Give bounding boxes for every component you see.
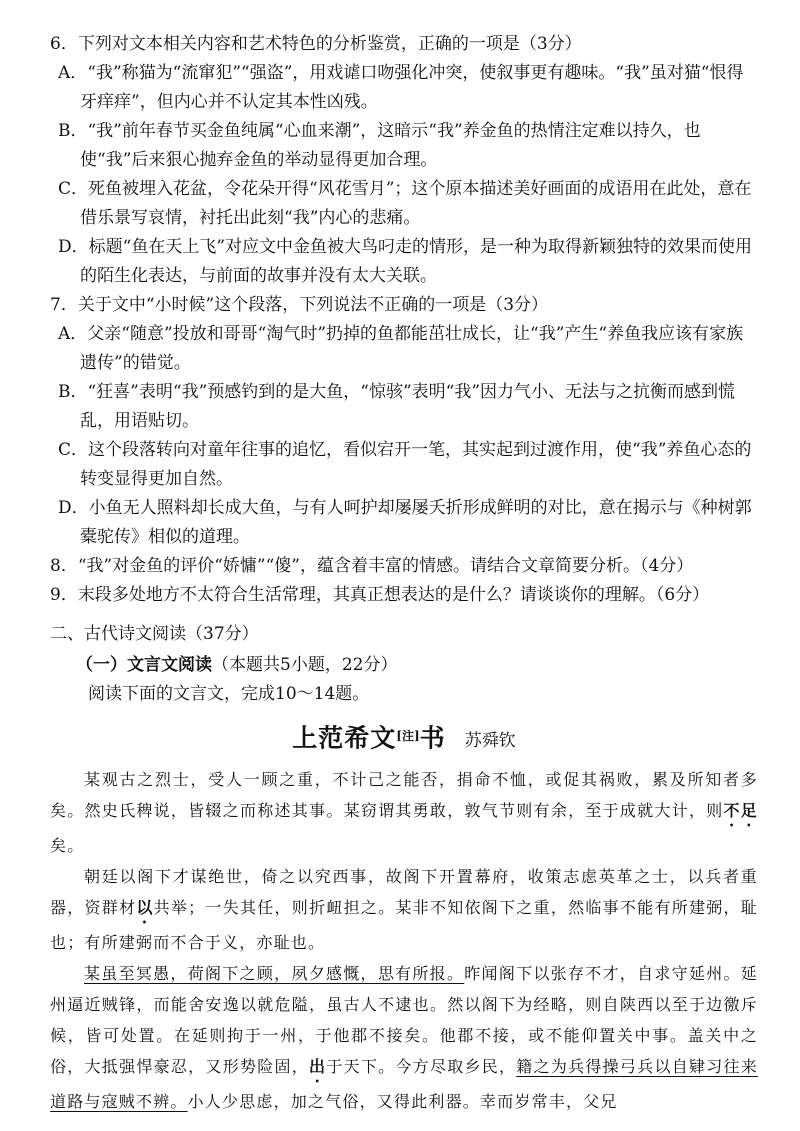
question-9: 9．末段多处地方不太符合生活常理，其真正想表达的是什么？请谈谈你的理解。（6分） — [50, 585, 710, 605]
passage-title-row — [50, 717, 758, 760]
underlined-sentence-1: 某虽至冥愚，荷阁下之顾，夙夕感慨，思有所报。 — [84, 964, 465, 984]
question-6-option-a: A．“我”称猫为“流窜犯”“强盗”，用戏谑口吻强化冲突，使叙事更有趣味。“我”虽对猫“恨得牙痒痒”，但内心并不认定其本性凶残。 — [58, 63, 744, 112]
question-7-option-a: A．父亲“随意”投放和哥哥“淘气时”扔掉的鱼都能茁壮成长，让“我”产生“养鱼我应该有家族遗传”的错觉。 — [58, 324, 744, 373]
passage-title-tail: 书 — [419, 723, 446, 753]
passage-paragraph-1 — [50, 764, 758, 861]
question-6-stem: 6．下列对文本相关内容和艺术特色的分析鉴赏，正确的一项是（3分） — [50, 34, 582, 54]
passage-title: 上范希文 — [292, 723, 397, 753]
underlined-sentence-2: 籍之为兵得操弓兵以自肄习往来道路与寇贼不辨。 — [50, 1057, 758, 1112]
question-8: 8．“我”对金鱼的评价“娇慵”“傻”，蕴含着丰富的情感。请结合文章简要分析。（4分） — [50, 556, 694, 576]
footnote-mark: [注] — [396, 729, 420, 743]
emphasized-word-buzu: 不足 — [723, 801, 758, 821]
subsection-heading — [76, 651, 758, 680]
paragraph-1-end: 矣。 — [50, 836, 85, 856]
question-6-option-d: D．标题“鱼在天上飞”对应文中金鱼被大鸟叼走的情形，是一种为取得新颖独特的效果而使用的陌生化表达，与前面的故事并没有太大关联。 — [58, 237, 753, 286]
question-7-stem: 7．关于文中“小时候”这个段落，下列说法不正确的一项是（3分） — [50, 295, 549, 315]
reading-instruction: 阅读下面的文言文，完成10～14题。 — [88, 684, 370, 704]
emphasized-word-chu: 出 — [309, 1057, 327, 1077]
question-6-option-b: B．“我”前年春节买金鱼纯属“心血来潮”，这暗示“我”养金鱼的热情注定难以持久，也使“我”后来狠心抛弃金鱼的举动显得更加合理。 — [58, 121, 701, 170]
passage-paragraph-2 — [50, 861, 758, 958]
paragraph-3-text-a: 昨闻阁下以张存不才，自求守延州。延州逼近贼锋，而能舍安逸以就危隘，虽古人不逮也。然以阁下为经略，则自陕西以至于边徼斥候，皆可处置。在延则拘于一州，于他郡不接矣。他郡不接，或不能仰置关中事。盖关中之俗，大抵强悍豪忍，又形势险固， — [50, 964, 758, 1077]
question-7-option-c: C．这个段落转向对童年往事的追忆，看似宕开一笔，其实起到过渡作用，使“我”养鱼心态的转变显得更加自然。 — [58, 440, 752, 489]
subsection-label: （一）文言文阅读 — [76, 655, 212, 675]
passage-paragraph-3 — [50, 958, 758, 1117]
section-heading: 二、古代诗文阅读（37分） — [50, 624, 259, 644]
paragraph-2-text-a: 朝廷以阁下才谋绝世，倚之以究西事，故阁下开置幕府，收策志虑英革之士，以兵者重器，资群材 — [50, 867, 758, 918]
paragraph-3-text-c: 小人少思虑，加之气俗，又得此利器。幸而岁常丰，父兄 — [187, 1092, 618, 1112]
paragraph-3-text-b: 于天下。今方尽取乡民， — [326, 1057, 517, 1077]
question-6-option-c: C．死鱼被埋入花盆，令花朵开得“风花雪月”；这个原本描述美好画面的成语用在此处，意在借乐景写哀情，衬托出此刻“我”内心的悲痛。 — [58, 179, 752, 228]
question-7-option-b: B．“狂喜”表明“我”预感钓到的是大鱼，“惊骇”表明“我”因力气小、无法与之抗衡而感到慌乱，用语贴切。 — [58, 382, 736, 431]
question-7-option-d: D．小鱼无人照料却长成大鱼，与有人呵护却屡屡夭折形成鲜明的对比，意在揭示与《种树郭橐驼传》相似的道理。 — [58, 498, 752, 547]
paragraph-1-text: 某观古之烈士，受人一顾之重，不计己之能否，捐命不恤，或促其祸败，累及所知者多矣。然史氏稗说，皆辍之而称述其事。某窃谓其勇敢，敦气节则有余，至于成就大计，则 — [50, 770, 758, 821]
subsection-detail: （本题共5小题，22分） — [212, 655, 398, 675]
emphasized-word-yi: 以 — [136, 898, 154, 918]
paragraph-2-text-b: 共举；一失其任，则折衄担之。某非不知依阁下之重，然临事不能有所建弼，耻也；有所建弼而不合于义，亦耻也。 — [50, 898, 758, 953]
passage-author: 苏舜钦 — [464, 731, 516, 752]
